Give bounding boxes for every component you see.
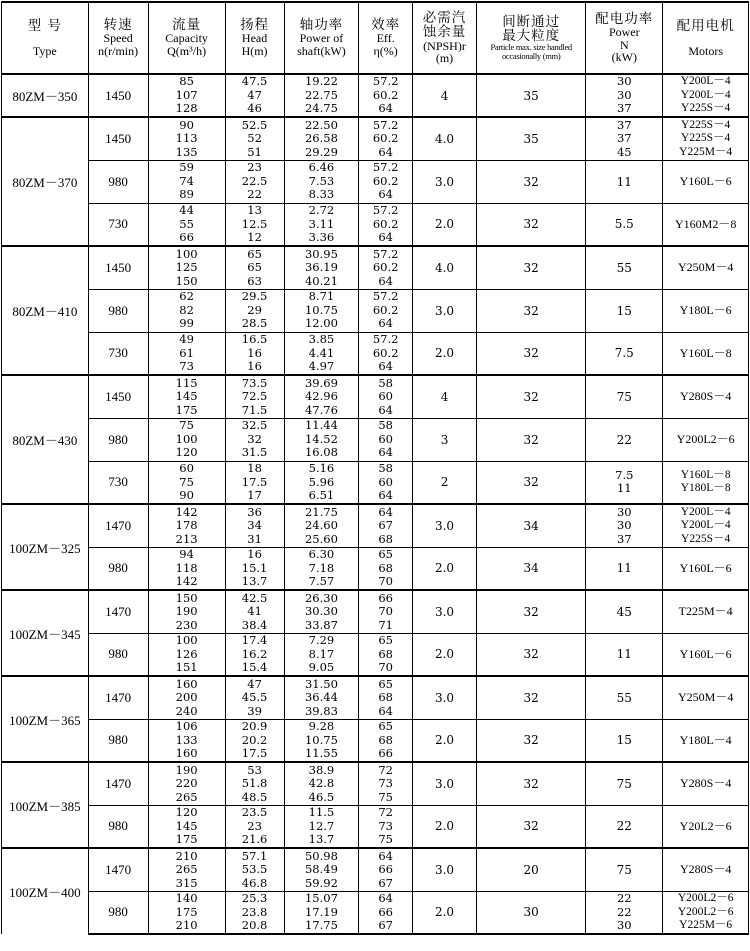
model-cell: 100ZM－385 xyxy=(2,762,89,848)
power-cell: 11 xyxy=(586,633,663,676)
speed-cell: 1470 xyxy=(88,504,148,547)
model-cell: 80ZM－350 xyxy=(2,74,89,117)
npsh-cell: 3.0 xyxy=(412,160,476,203)
speed-cell: 1470 xyxy=(88,590,148,633)
capacity-cell: 120 145 175 xyxy=(148,805,225,848)
speed-cell: 1470 xyxy=(88,762,148,805)
particle-size-cell: 32 xyxy=(477,590,586,633)
npsh-cell: 4 xyxy=(412,74,476,117)
shaft-power-cell: 39.69 42.96 47.76 xyxy=(284,375,359,418)
shaft-power-cell: 5.16 5.96 6.51 xyxy=(284,461,359,504)
npsh-cell: 3.0 xyxy=(412,504,476,547)
particle-size-cell: 32 xyxy=(477,676,586,719)
header-npsh: 必需汽 蚀余量 (NPSH)r (m) xyxy=(412,2,476,74)
efficiency-cell: 64 67 68 xyxy=(359,504,413,547)
capacity-cell: 59 74 89 xyxy=(148,160,225,203)
capacity-cell: 44 55 66 xyxy=(148,203,225,246)
shaft-power-cell: 2.72 3.11 3.36 xyxy=(284,203,359,246)
capacity-cell: 90 113 135 xyxy=(148,117,225,160)
efficiency-cell: 64 66 67 xyxy=(359,848,413,891)
particle-size-cell: 32 xyxy=(477,332,586,375)
model-cell: 100ZM－325 xyxy=(2,504,89,590)
header-speed: 转速 Speed n(r/min) xyxy=(88,2,148,74)
efficiency-cell: 57.2 60.2 64 xyxy=(359,74,413,117)
capacity-cell: 142 178 213 xyxy=(148,504,225,547)
header-motor: 配用电机 Motors xyxy=(663,2,749,74)
shaft-power-cell: 15.07 17.19 17.75 xyxy=(284,891,359,934)
table-row xyxy=(2,117,749,160)
speed-cell: 980 xyxy=(88,160,148,203)
motor-cell: Y280S－4 xyxy=(663,848,749,891)
power-cell: 7.5 xyxy=(586,332,663,375)
head-cell: 13 12.5 12 xyxy=(225,203,284,246)
speed-cell: 980 xyxy=(88,719,148,762)
head-cell: 53 51.8 48.5 xyxy=(225,762,284,805)
particle-size-cell: 35 xyxy=(477,74,586,117)
npsh-cell: 2.0 xyxy=(412,332,476,375)
model-cell: 80ZM－410 xyxy=(2,246,89,375)
efficiency-cell: 65 68 64 xyxy=(359,676,413,719)
efficiency-cell: 57.2 60.2 64 xyxy=(359,160,413,203)
speed-cell: 1470 xyxy=(88,848,148,891)
efficiency-cell: 58 60 64 xyxy=(359,461,413,504)
particle-size-cell: 35 xyxy=(477,117,586,160)
speed-cell: 730 xyxy=(88,461,148,504)
capacity-cell: 190 220 265 xyxy=(148,762,225,805)
header-efficiency: 效率 Eff. η(%) xyxy=(359,2,413,74)
pump-spec-table xyxy=(1,1,749,935)
table-row xyxy=(2,203,749,246)
power-cell: 11 xyxy=(586,547,663,590)
motor-cell: Y250M－4 xyxy=(663,676,749,719)
speed-cell: 1450 xyxy=(88,246,148,289)
speed-cell: 730 xyxy=(88,203,148,246)
shaft-power-cell: 11.44 14.52 16.08 xyxy=(284,418,359,461)
shaft-power-cell: 8.71 10.75 12.00 xyxy=(284,289,359,332)
table-row xyxy=(2,461,749,504)
shaft-power-cell: 3.85 4.41 4.97 xyxy=(284,332,359,375)
head-cell: 47.5 47 46 xyxy=(225,74,284,117)
shaft-power-cell: 31.50 36.44 39.83 xyxy=(284,676,359,719)
motor-cell: Y280S－4 xyxy=(663,762,749,805)
motor-cell: Y280S－4 xyxy=(663,375,749,418)
capacity-cell: 140 175 210 xyxy=(148,891,225,934)
capacity-cell: 210 265 315 xyxy=(148,848,225,891)
efficiency-cell: 72 73 75 xyxy=(359,762,413,805)
particle-size-cell: 32 xyxy=(477,246,586,289)
motor-cell: Y160L－8 xyxy=(663,332,749,375)
capacity-cell: 62 82 99 xyxy=(148,289,225,332)
power-cell: 75 xyxy=(586,762,663,805)
efficiency-cell: 58 60 64 xyxy=(359,375,413,418)
motor-cell: Y200L2－6 xyxy=(663,418,749,461)
shaft-power-cell: 26.30 30.30 33.87 xyxy=(284,590,359,633)
power-cell: 55 xyxy=(586,676,663,719)
speed-cell: 980 xyxy=(88,633,148,676)
table-row xyxy=(2,805,749,848)
efficiency-cell: 72 73 75 xyxy=(359,805,413,848)
speed-cell: 1450 xyxy=(88,117,148,160)
power-cell: 15 xyxy=(586,719,663,762)
head-cell: 23 22.5 22 xyxy=(225,160,284,203)
capacity-cell: 150 190 230 xyxy=(148,590,225,633)
head-cell: 17.4 16.2 15.4 xyxy=(225,633,284,676)
power-cell: 75 xyxy=(586,375,663,418)
particle-size-cell: 32 xyxy=(477,289,586,332)
speed-cell: 980 xyxy=(88,547,148,590)
power-cell: 45 xyxy=(586,590,663,633)
speed-cell: 1450 xyxy=(88,74,148,117)
npsh-cell: 2.0 xyxy=(412,203,476,246)
power-cell: 75 xyxy=(586,848,663,891)
capacity-cell: 100 126 151 xyxy=(148,633,225,676)
shaft-power-cell: 6.30 7.18 7.57 xyxy=(284,547,359,590)
power-cell: 11 xyxy=(586,160,663,203)
power-cell: 22 xyxy=(586,418,663,461)
efficiency-cell: 58 60 64 xyxy=(359,418,413,461)
model-cell: 100ZM－345 xyxy=(2,590,89,676)
particle-size-cell: 30 xyxy=(477,891,586,934)
shaft-power-cell: 6.46 7.53 8.33 xyxy=(284,160,359,203)
head-cell: 42.5 41 38.4 xyxy=(225,590,284,633)
motor-cell: Y200L－4 Y200L－4 Y225S－4 xyxy=(663,74,749,117)
head-cell: 52.5 52 51 xyxy=(225,117,284,160)
npsh-cell: 2.0 xyxy=(412,891,476,934)
head-cell: 36 34 31 xyxy=(225,504,284,547)
capacity-cell: 106 133 160 xyxy=(148,719,225,762)
head-cell: 25.3 23.8 20.8 xyxy=(225,891,284,934)
power-cell: 15 xyxy=(586,289,663,332)
speed-cell: 980 xyxy=(88,418,148,461)
table-row xyxy=(2,633,749,676)
shaft-power-cell: 22.50 26.58 29.29 xyxy=(284,117,359,160)
particle-size-cell: 34 xyxy=(477,504,586,547)
table-row xyxy=(2,504,749,547)
npsh-cell: 2.0 xyxy=(412,719,476,762)
shaft-power-cell: 9.28 10.75 11.55 xyxy=(284,719,359,762)
power-cell: 30 30 37 xyxy=(586,74,663,117)
shaft-power-cell: 19.22 22.75 24.75 xyxy=(284,74,359,117)
particle-size-cell: 32 xyxy=(477,805,586,848)
model-cell: 80ZM－430 xyxy=(2,375,89,504)
speed-cell: 980 xyxy=(88,805,148,848)
particle-size-cell: 32 xyxy=(477,719,586,762)
motor-cell: Y180L－6 xyxy=(663,289,749,332)
header-model: 型 号 Type xyxy=(2,2,89,74)
motor-cell: T225M－4 xyxy=(663,590,749,633)
shaft-power-cell: 11.5 12.7 13.7 xyxy=(284,805,359,848)
table-row xyxy=(2,762,749,805)
capacity-cell: 85 107 128 xyxy=(148,74,225,117)
capacity-cell: 115 145 175 xyxy=(148,375,225,418)
head-cell: 57.1 53.5 46.8 xyxy=(225,848,284,891)
efficiency-cell: 65 68 70 xyxy=(359,547,413,590)
shaft-power-cell: 50.98 58.49 59.92 xyxy=(284,848,359,891)
capacity-cell: 160 200 240 xyxy=(148,676,225,719)
head-cell: 16 15.1 13.7 xyxy=(225,547,284,590)
shaft-power-cell: 30.95 36.19 40.21 xyxy=(284,246,359,289)
motor-cell: Y225S－4 Y225S－4 Y225M－4 xyxy=(663,117,749,160)
power-cell: 37 37 45 xyxy=(586,117,663,160)
table-row xyxy=(2,418,749,461)
npsh-cell: 3.0 xyxy=(412,848,476,891)
table-row xyxy=(2,590,749,633)
speed-cell: 730 xyxy=(88,332,148,375)
efficiency-cell: 57.2 60.2 64 xyxy=(359,203,413,246)
npsh-cell: 3.0 xyxy=(412,762,476,805)
npsh-cell: 2.0 xyxy=(412,805,476,848)
head-cell: 47 45.5 39 xyxy=(225,676,284,719)
particle-size-cell: 32 xyxy=(477,375,586,418)
capacity-cell: 94 118 142 xyxy=(148,547,225,590)
table-row xyxy=(2,160,749,203)
header-power: 配电功率 Power N (kW) xyxy=(586,2,663,74)
particle-size-cell: 20 xyxy=(477,848,586,891)
npsh-cell: 4.0 xyxy=(412,117,476,160)
motor-cell: Y180L－4 xyxy=(663,719,749,762)
capacity-cell: 100 125 150 xyxy=(148,246,225,289)
efficiency-cell: 65 68 70 xyxy=(359,633,413,676)
particle-size-cell: 32 xyxy=(477,461,586,504)
particle-size-cell: 34 xyxy=(477,547,586,590)
table-row xyxy=(2,246,749,289)
efficiency-cell: 64 66 67 xyxy=(359,891,413,934)
shaft-power-cell: 38.9 42.8 46.5 xyxy=(284,762,359,805)
header-particle-size: 间断通过 最大粒度 Particle max. size handled occasionally (mm) xyxy=(477,2,586,74)
motor-cell: Y20L2－6 xyxy=(663,805,749,848)
shaft-power-cell: 21.75 24.60 25.60 xyxy=(284,504,359,547)
capacity-cell: 60 75 90 xyxy=(148,461,225,504)
particle-size-cell: 32 xyxy=(477,160,586,203)
table-row xyxy=(2,676,749,719)
header-shaft-power: 轴功率 Power of shaft(kW) xyxy=(284,2,359,74)
npsh-cell: 3.0 xyxy=(412,676,476,719)
efficiency-cell: 66 70 71 xyxy=(359,590,413,633)
motor-cell: Y160L－8 Y180L－8 xyxy=(663,461,749,504)
power-cell: 30 30 37 xyxy=(586,504,663,547)
motor-cell: Y160L－6 xyxy=(663,160,749,203)
npsh-cell: 4.0 xyxy=(412,246,476,289)
npsh-cell: 4 xyxy=(412,375,476,418)
particle-size-cell: 32 xyxy=(477,762,586,805)
head-cell: 20.9 20.2 17.5 xyxy=(225,719,284,762)
head-cell: 65 65 63 xyxy=(225,246,284,289)
npsh-cell: 3 xyxy=(412,418,476,461)
npsh-cell: 2 xyxy=(412,461,476,504)
model-cell: 80ZM－370 xyxy=(2,117,89,246)
speed-cell: 1450 xyxy=(88,375,148,418)
head-cell: 16.5 16 16 xyxy=(225,332,284,375)
model-cell: 100ZM－400 xyxy=(2,848,89,934)
npsh-cell: 2.0 xyxy=(412,547,476,590)
table-row xyxy=(2,848,749,891)
table-row xyxy=(2,332,749,375)
efficiency-cell: 57.2 60.2 64 xyxy=(359,332,413,375)
npsh-cell: 3.0 xyxy=(412,590,476,633)
power-cell: 7.5 11 xyxy=(586,461,663,504)
motor-cell: Y160L－6 xyxy=(663,633,749,676)
table-row xyxy=(2,74,749,117)
header-row xyxy=(2,2,749,74)
npsh-cell: 2.0 xyxy=(412,633,476,676)
power-cell: 22 22 30 xyxy=(586,891,663,934)
particle-size-cell: 32 xyxy=(477,418,586,461)
npsh-cell: 3.0 xyxy=(412,289,476,332)
header-capacity: 流量 Capacity Q(m³/h) xyxy=(148,2,225,74)
table-row xyxy=(2,375,749,418)
table-row xyxy=(2,891,749,934)
head-cell: 73.5 72.5 71.5 xyxy=(225,375,284,418)
power-cell: 55 xyxy=(586,246,663,289)
table-row xyxy=(2,289,749,332)
particle-size-cell: 32 xyxy=(477,203,586,246)
motor-cell: Y200L2－6 Y200L2－6 Y225M－6 xyxy=(663,891,749,934)
motor-cell: Y250M－4 xyxy=(663,246,749,289)
shaft-power-cell: 7.29 8.17 9.05 xyxy=(284,633,359,676)
head-cell: 32.5 32 31.5 xyxy=(225,418,284,461)
speed-cell: 980 xyxy=(88,891,148,934)
capacity-cell: 75 100 120 xyxy=(148,418,225,461)
motor-cell: Y160L－6 xyxy=(663,547,749,590)
motor-cell: Y160M2－8 xyxy=(663,203,749,246)
table-row xyxy=(2,719,749,762)
efficiency-cell: 65 68 66 xyxy=(359,719,413,762)
capacity-cell: 49 61 73 xyxy=(148,332,225,375)
head-cell: 18 17.5 17 xyxy=(225,461,284,504)
header-head: 扬程 Head H(m) xyxy=(225,2,284,74)
particle-size-cell: 32 xyxy=(477,633,586,676)
speed-cell: 1470 xyxy=(88,676,148,719)
power-cell: 5.5 xyxy=(586,203,663,246)
table-body xyxy=(2,74,749,934)
head-cell: 29.5 29 28.5 xyxy=(225,289,284,332)
power-cell: 22 xyxy=(586,805,663,848)
efficiency-cell: 57.2 60.2 64 xyxy=(359,117,413,160)
efficiency-cell: 57.2 60.2 64 xyxy=(359,246,413,289)
speed-cell: 980 xyxy=(88,289,148,332)
head-cell: 23.5 23 21.6 xyxy=(225,805,284,848)
efficiency-cell: 57.2 60.2 64 xyxy=(359,289,413,332)
motor-cell: Y200L－4 Y200L－4 Y225S－4 xyxy=(663,504,749,547)
model-cell: 100ZM－365 xyxy=(2,676,89,762)
table-row xyxy=(2,547,749,590)
